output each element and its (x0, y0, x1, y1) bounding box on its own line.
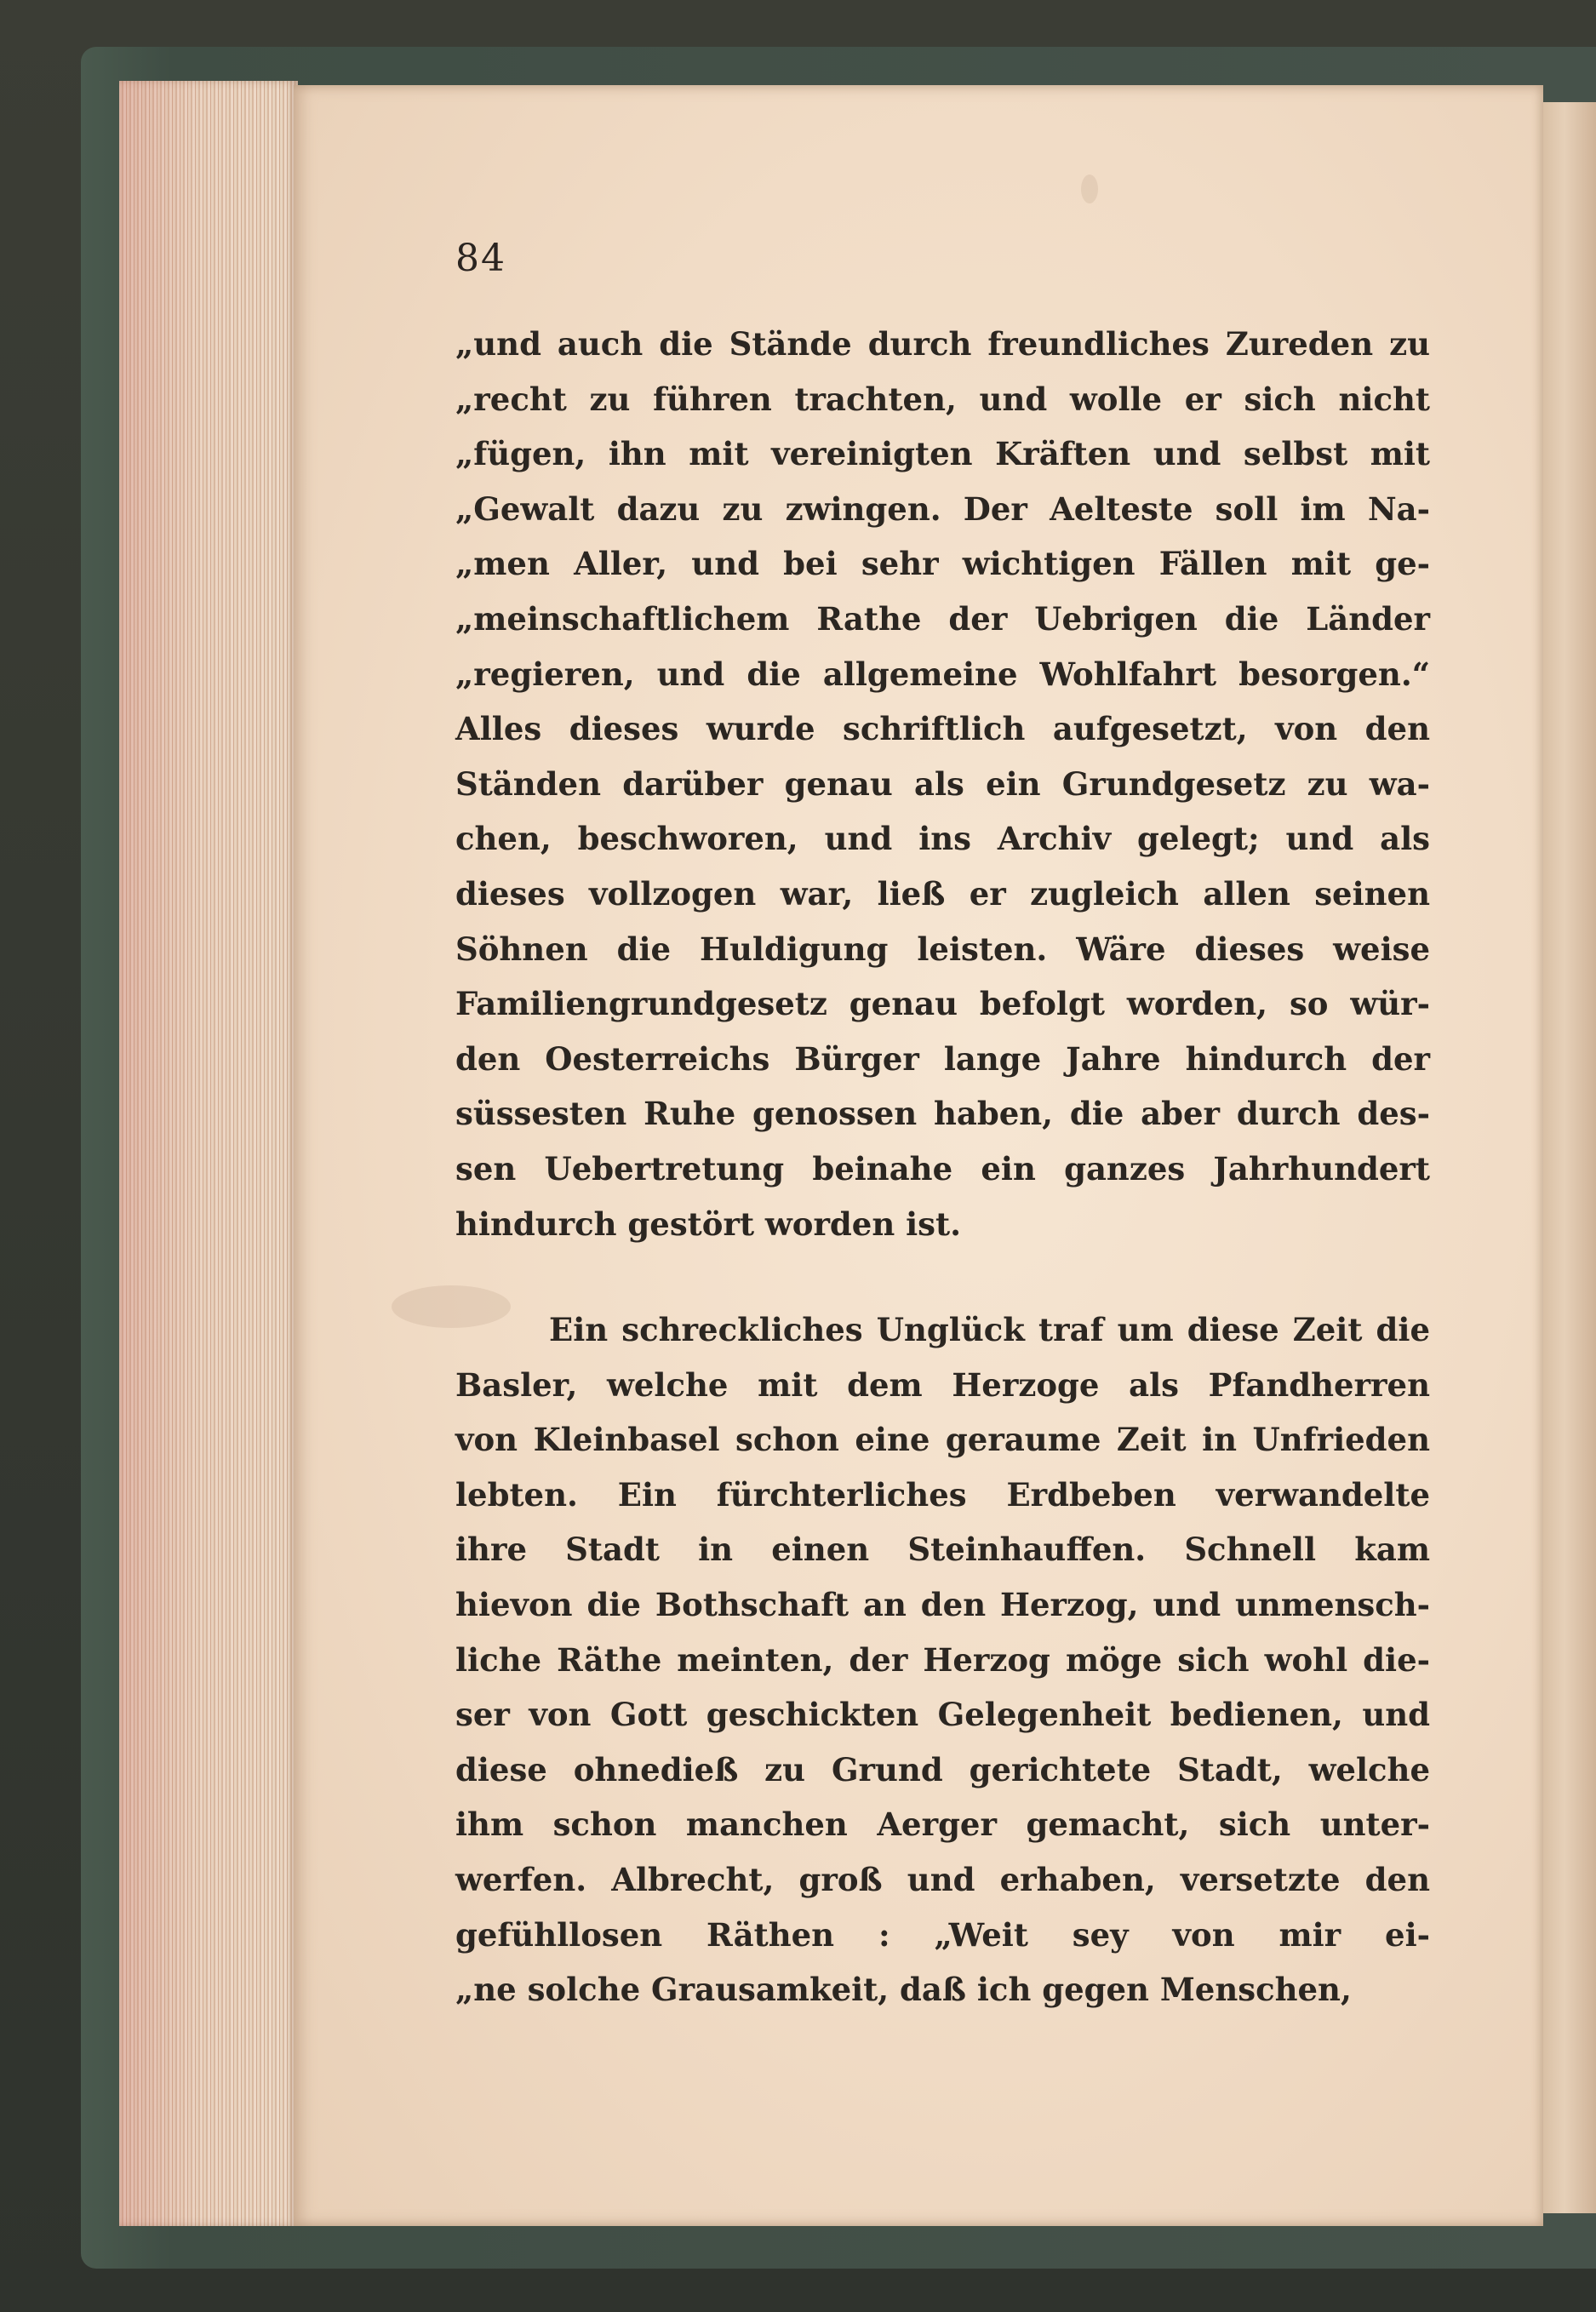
text-line: Familiengrundgesetz genau befolgt worden, so wür- (455, 985, 1430, 1023)
text-line: sen Uebertretung beinahe ein ganzes Jahrhundert (455, 1149, 1430, 1187)
text-line: „fügen, ihn mit vereinigten Kräften und selbst mit (455, 435, 1430, 473)
facing-page-edge (1543, 102, 1596, 2213)
text-line: „meinschaftlichem Rathe der Uebrigen die Länder (455, 599, 1430, 638)
text-line: „ne solche Grausamkeit, daß ich gegen Menschen, (455, 1971, 1352, 2009)
body-text (455, 317, 1430, 2017)
text-line: „und auch die Stände durch freundliches Zureden zu (455, 325, 1430, 363)
text-line: von Kleinbasel schon eine geraume Zeit in Unfrieden (455, 1421, 1430, 1459)
paragraph-gap (455, 1251, 1430, 1302)
page-edges-tint (119, 81, 298, 2226)
text-line: hievon die Bothschaft an den Herzog, und unmensch- (455, 1586, 1430, 1624)
text-line: ser von Gott geschickten Gelegenheit bedienen, und (455, 1696, 1430, 1734)
text-line: ihre Stadt in einen Steinhauffen. Schnell kam (455, 1531, 1430, 1569)
text-line: werfen. Albrecht, groß und erhaben, versetzte den (455, 1861, 1430, 1899)
text-line: hindurch gestört worden ist. (455, 1205, 961, 1243)
paragraph-2 (455, 1302, 1430, 2017)
text-line: dieses vollzogen war, ließ er zugleich allen seinen (455, 874, 1430, 913)
text-line: „recht zu führen trachten, und wolle er sich nicht (455, 380, 1430, 418)
paragraph-1 (455, 317, 1430, 1251)
text-line: Ein schreckliches Unglück traf um diese Zeit die (549, 1311, 1430, 1349)
paper-stain (1081, 175, 1098, 203)
text-line: Alles dieses wurde schriftlich aufgesetzt, von den (455, 710, 1430, 748)
text-line: liche Räthe meinten, der Herzog möge sich wohl die- (455, 1640, 1430, 1679)
text-line: chen, beschworen, und ins Archiv gelegt; und als (455, 820, 1430, 858)
text-line: „men Aller, und bei sehr wichtigen Fällen mit ge- (455, 545, 1430, 583)
text-line: den Oesterreichs Bürger lange Jahre hindurch der (455, 1039, 1430, 1078)
text-line: „regieren, und die allgemeine Wohlfahrt besorgen.“ (455, 655, 1430, 693)
text-line: Basler, welche mit dem Herzoge als Pfandherren (455, 1365, 1430, 1404)
text-line: „Gewalt dazu zu zwingen. Der Aelteste soll im Na- (455, 489, 1430, 528)
text-line: süssesten Ruhe genossen haben, die aber durch des- (455, 1095, 1430, 1133)
text-line: Ständen darüber genau als ein Grundgesetz zu wa- (455, 764, 1430, 803)
text-line: ihm schon manchen Aerger gemacht, sich unter- (455, 1806, 1430, 1844)
text-line: diese ohnedieß zu Grund gerichtete Stadt, welche (455, 1750, 1430, 1788)
text-line: lebten. Ein fürchterliches Erdbeben verwandelte (455, 1475, 1430, 1514)
text-line: gefühllosen Räthen : „Weit sey von mir ei- (455, 1915, 1430, 1954)
page-number: 84 (455, 237, 506, 280)
text-line: Söhnen die Huldigung leisten. Wäre dieses weise (455, 930, 1430, 968)
